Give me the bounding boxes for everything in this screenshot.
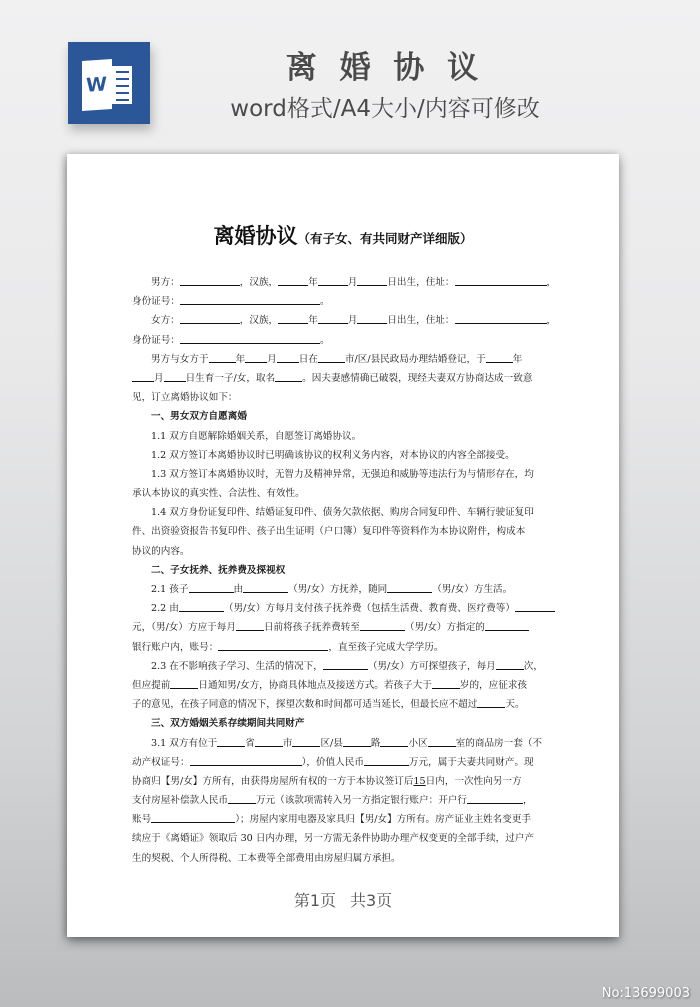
- clause-3-1-cont: [132, 791, 557, 810]
- blank-field: [236, 619, 264, 631]
- word-icon: [68, 42, 150, 124]
- text-segment: ）；房屋内家用电器及家具归【男/女】方所有。房产证业主姓名变更手: [235, 814, 532, 826]
- blank-field: [164, 370, 186, 382]
- section-heading-1: 一、男女双方自愿离婚: [151, 411, 247, 423]
- blank-field: [277, 351, 299, 363]
- clause-3-1-cont: [132, 772, 557, 791]
- blank-field: [496, 658, 524, 670]
- clause-2-3: [132, 657, 557, 676]
- clause-2-2-cont: [132, 618, 557, 637]
- text-segment: 年: [235, 353, 246, 365]
- blank-field: [364, 754, 409, 766]
- text-segment: 男方：: [151, 277, 180, 288]
- text-segment: ，: [523, 795, 533, 807]
- text-segment: 元，（男/女）方应于每月: [132, 622, 236, 634]
- blank-field: [357, 312, 387, 324]
- text-segment: 身份证号：: [132, 334, 180, 346]
- text-segment: 3.1 双方有位于: [151, 737, 218, 749]
- text-segment: 日出生，住址：: [387, 315, 455, 327]
- text-segment: 月: [154, 372, 164, 384]
- text-segment: 但应提前: [132, 679, 171, 691]
- text-segment: 银行账户内，账号：: [132, 641, 219, 653]
- blank-field: [485, 619, 529, 631]
- text-segment: （男/女）方生活。: [432, 584, 513, 595]
- banner-title: 离 婚 协 议: [285, 50, 485, 86]
- document-page: [67, 154, 619, 937]
- paragraph-line: [132, 350, 557, 369]
- text-segment: 年: [308, 315, 318, 327]
- text-segment: （男/女）方每月支付孩子抚养费（包括生活费、教育费、医疗费等）: [223, 603, 515, 615]
- text-segment: 2.1 孩子: [151, 584, 189, 595]
- blank-field: [209, 351, 236, 363]
- text-segment: 年: [512, 353, 523, 365]
- clause-1-3-cont: 承认本协议的真实性、合法性、有效性。: [132, 488, 305, 500]
- blank-field: [380, 735, 408, 747]
- blank-field: [179, 600, 224, 612]
- text-segment: ，: [546, 277, 557, 288]
- blank-field: [275, 370, 302, 382]
- text-segment: 万元，属于夫妻共同财产。现: [408, 756, 534, 768]
- text-segment: 2.3 在不影响孩子学习、生活的情况下，: [151, 660, 323, 672]
- word-line-mark: [116, 106, 129, 108]
- text-segment: 市/区/县民政局办理结婚登记，于: [344, 353, 486, 365]
- text-segment: ），价值人民币: [301, 756, 364, 768]
- text-segment: 月: [347, 277, 358, 288]
- text-segment: 动产权证号：: [132, 756, 190, 768]
- clause-1-4: 1.4 双方身份证复印件、结婚证复印件、债务欠款依据、购房合同复印件、车辆行驶证复印: [151, 507, 534, 519]
- blank-field: [357, 274, 387, 286]
- text-segment: 日通知男/女方，协商具体地点及接送方式。若孩子大于: [198, 679, 432, 691]
- text-segment: 。: [319, 296, 330, 308]
- blank-field: [455, 312, 547, 324]
- page-indicator: [67, 888, 619, 911]
- text-segment: 15: [413, 775, 426, 787]
- banner-subtitle: word格式/A4大小/内容可修改: [230, 96, 540, 122]
- male-party-line: [132, 273, 557, 292]
- clause-3-1: [132, 734, 557, 753]
- word-line-mark: [116, 78, 129, 80]
- blank-field: [515, 600, 555, 612]
- clause-3-1-cont: [132, 810, 557, 829]
- clause-2-3-cont: [132, 676, 557, 695]
- blank-field: [455, 274, 547, 286]
- text-segment: 日内，一次性向另一方: [425, 775, 522, 787]
- blank-field: [467, 792, 523, 804]
- text-segment: 。因夫妻感情确已破裂，现经夫妻双方协商达成一致意: [302, 372, 533, 384]
- text-segment: 身份证号：: [132, 296, 180, 308]
- blank-field: [180, 312, 240, 324]
- word-line-mark: [116, 99, 129, 101]
- word-letter: W: [86, 73, 107, 97]
- word-doc-shape: [82, 59, 112, 111]
- blank-field: [151, 811, 235, 823]
- blank-field: [477, 696, 505, 708]
- clause-3-1-cont: 续应于《离婚证》领取后 30 日内办理，另一方需无条件协助办理产权变更的全部手续，过户产: [132, 833, 535, 845]
- clause-3-1-cont: [132, 753, 557, 772]
- female-id-line: [132, 331, 557, 350]
- text-segment: 省: [245, 737, 255, 749]
- clause-1-2: 1.2 双方签订本离婚协议时已明确该协议的权利义务内容，对本协议的内容全部接受。: [151, 449, 515, 461]
- female-party-line: [132, 311, 557, 330]
- text-segment: 室的商品房一套（不: [455, 737, 543, 749]
- blank-field: [360, 619, 405, 631]
- blank-field: [189, 581, 234, 593]
- text-segment: 女方：: [151, 315, 180, 327]
- text-segment: 日在: [298, 353, 318, 365]
- text-segment: ，: [546, 315, 557, 327]
- text-segment: 日生育一子/女，取名: [185, 372, 276, 384]
- text-segment: 小区: [408, 737, 428, 749]
- text-segment: 日出生，住址：: [387, 277, 455, 288]
- blank-field: [278, 274, 308, 286]
- word-line-mark: [116, 85, 129, 87]
- blank-field: [255, 735, 283, 747]
- word-lines-shape: [112, 66, 132, 104]
- clause-2-2: [132, 599, 557, 618]
- text-segment: 月: [267, 353, 277, 365]
- blank-field: [228, 792, 256, 804]
- blank-field: [387, 581, 432, 593]
- document-title-main: 离婚协议: [213, 223, 298, 248]
- text-segment: ，汉族，: [239, 315, 279, 327]
- text-segment: 区/县: [320, 737, 343, 749]
- blank-field: [323, 658, 368, 670]
- clause-1-4-cont: 件、出资验资报告书复印件、孩子出生证明（户口簿）复印件等资料作为本协议附件，构成本: [132, 526, 526, 538]
- clause-2-1: [132, 580, 557, 599]
- section-heading-2: 二、子女抚养、抚养费及探视权: [151, 564, 286, 576]
- blank-field: [278, 312, 308, 324]
- blank-field: [243, 581, 288, 593]
- text-segment: ，直至孩子完成大学学历。: [328, 641, 444, 653]
- blank-field: [343, 735, 371, 747]
- clause-2-3-cont: [132, 695, 557, 714]
- blank-field: [180, 274, 240, 286]
- text-segment: 协商归【男/女】方所有，由获得房屋所有权的一方于本协议签订后: [132, 775, 414, 787]
- image-id-label: No:13699003: [601, 986, 690, 1001]
- blank-field: [318, 274, 348, 286]
- text-segment: 日前将孩子抚养费转至: [263, 622, 360, 634]
- text-segment: 月: [347, 315, 358, 327]
- text-segment: 支付房屋补偿款人民币: [132, 795, 228, 807]
- word-line-mark: [116, 71, 129, 73]
- blank-field: [180, 332, 320, 344]
- blank-field: [318, 312, 348, 324]
- blank-field: [132, 370, 154, 382]
- blank-field: [190, 754, 302, 766]
- paragraph-line: 见，订立离婚协议如下：: [132, 392, 238, 404]
- text-segment: 2.2 由: [151, 603, 179, 615]
- blank-field: [170, 677, 198, 689]
- clause-1-4-cont: 协议的内容。: [132, 545, 190, 557]
- blank-field: [180, 293, 320, 305]
- text-segment: 子的意见，在孩子同意的情况下，探望次数和时间都可适当延长，但最长应不超过: [132, 699, 478, 711]
- text-segment: 账号: [132, 814, 152, 826]
- male-id-line: [132, 292, 557, 311]
- document-title: [67, 220, 619, 250]
- paragraph-line: [132, 369, 557, 388]
- text-segment: 万元（该款项需转入另一方指定银行账户：开户行: [255, 795, 467, 807]
- text-segment: 年: [308, 277, 318, 288]
- text-segment: ，汉族，: [239, 277, 279, 288]
- document-body: [132, 273, 557, 868]
- section-heading-3: 三、双方婚姻关系存续期间共同财产: [151, 718, 305, 730]
- text-segment: 次，: [523, 660, 543, 672]
- text-segment: （男/女）方指定的: [404, 622, 485, 634]
- blank-field: [218, 639, 328, 651]
- word-line-mark: [116, 92, 129, 94]
- text-segment: 由: [233, 584, 244, 595]
- document-title-subtitle: （有子女、有共同财产详细版）: [297, 231, 473, 246]
- text-segment: （男/女）方可探望孩子，每月: [367, 660, 496, 672]
- current-page: 第1页: [293, 891, 336, 910]
- blank-field: [292, 735, 320, 747]
- blank-field: [486, 351, 513, 363]
- blank-field: [217, 735, 245, 747]
- text-segment: 市: [282, 737, 293, 749]
- text-segment: 路: [370, 737, 381, 749]
- text-segment: 男方与女方于: [151, 353, 209, 365]
- clause-2-2-cont: [132, 638, 557, 657]
- text-segment: 。: [319, 334, 330, 346]
- blank-field: [318, 351, 345, 363]
- clause-1-1: 1.1 双方自愿解除婚姻关系，自愿签订离婚协议。: [151, 430, 362, 442]
- total-pages: 共3页: [350, 891, 393, 910]
- text-segment: （男/女）方抚养，随同: [288, 584, 388, 595]
- clause-1-3: 1.3 双方签订本离婚协议时，无智力及精神异常，无强迫和威胁等违法行为与情形存在，均: [151, 468, 534, 480]
- blank-field: [245, 351, 267, 363]
- blank-field: [432, 677, 460, 689]
- text-segment: 岁的，应征求孩: [459, 679, 528, 691]
- text-segment: 天。: [505, 699, 525, 711]
- blank-field: [428, 735, 456, 747]
- clause-3-1-cont: 生的契税、个人所得税、工本费等全部费用由房屋归属方承担。: [132, 852, 401, 864]
